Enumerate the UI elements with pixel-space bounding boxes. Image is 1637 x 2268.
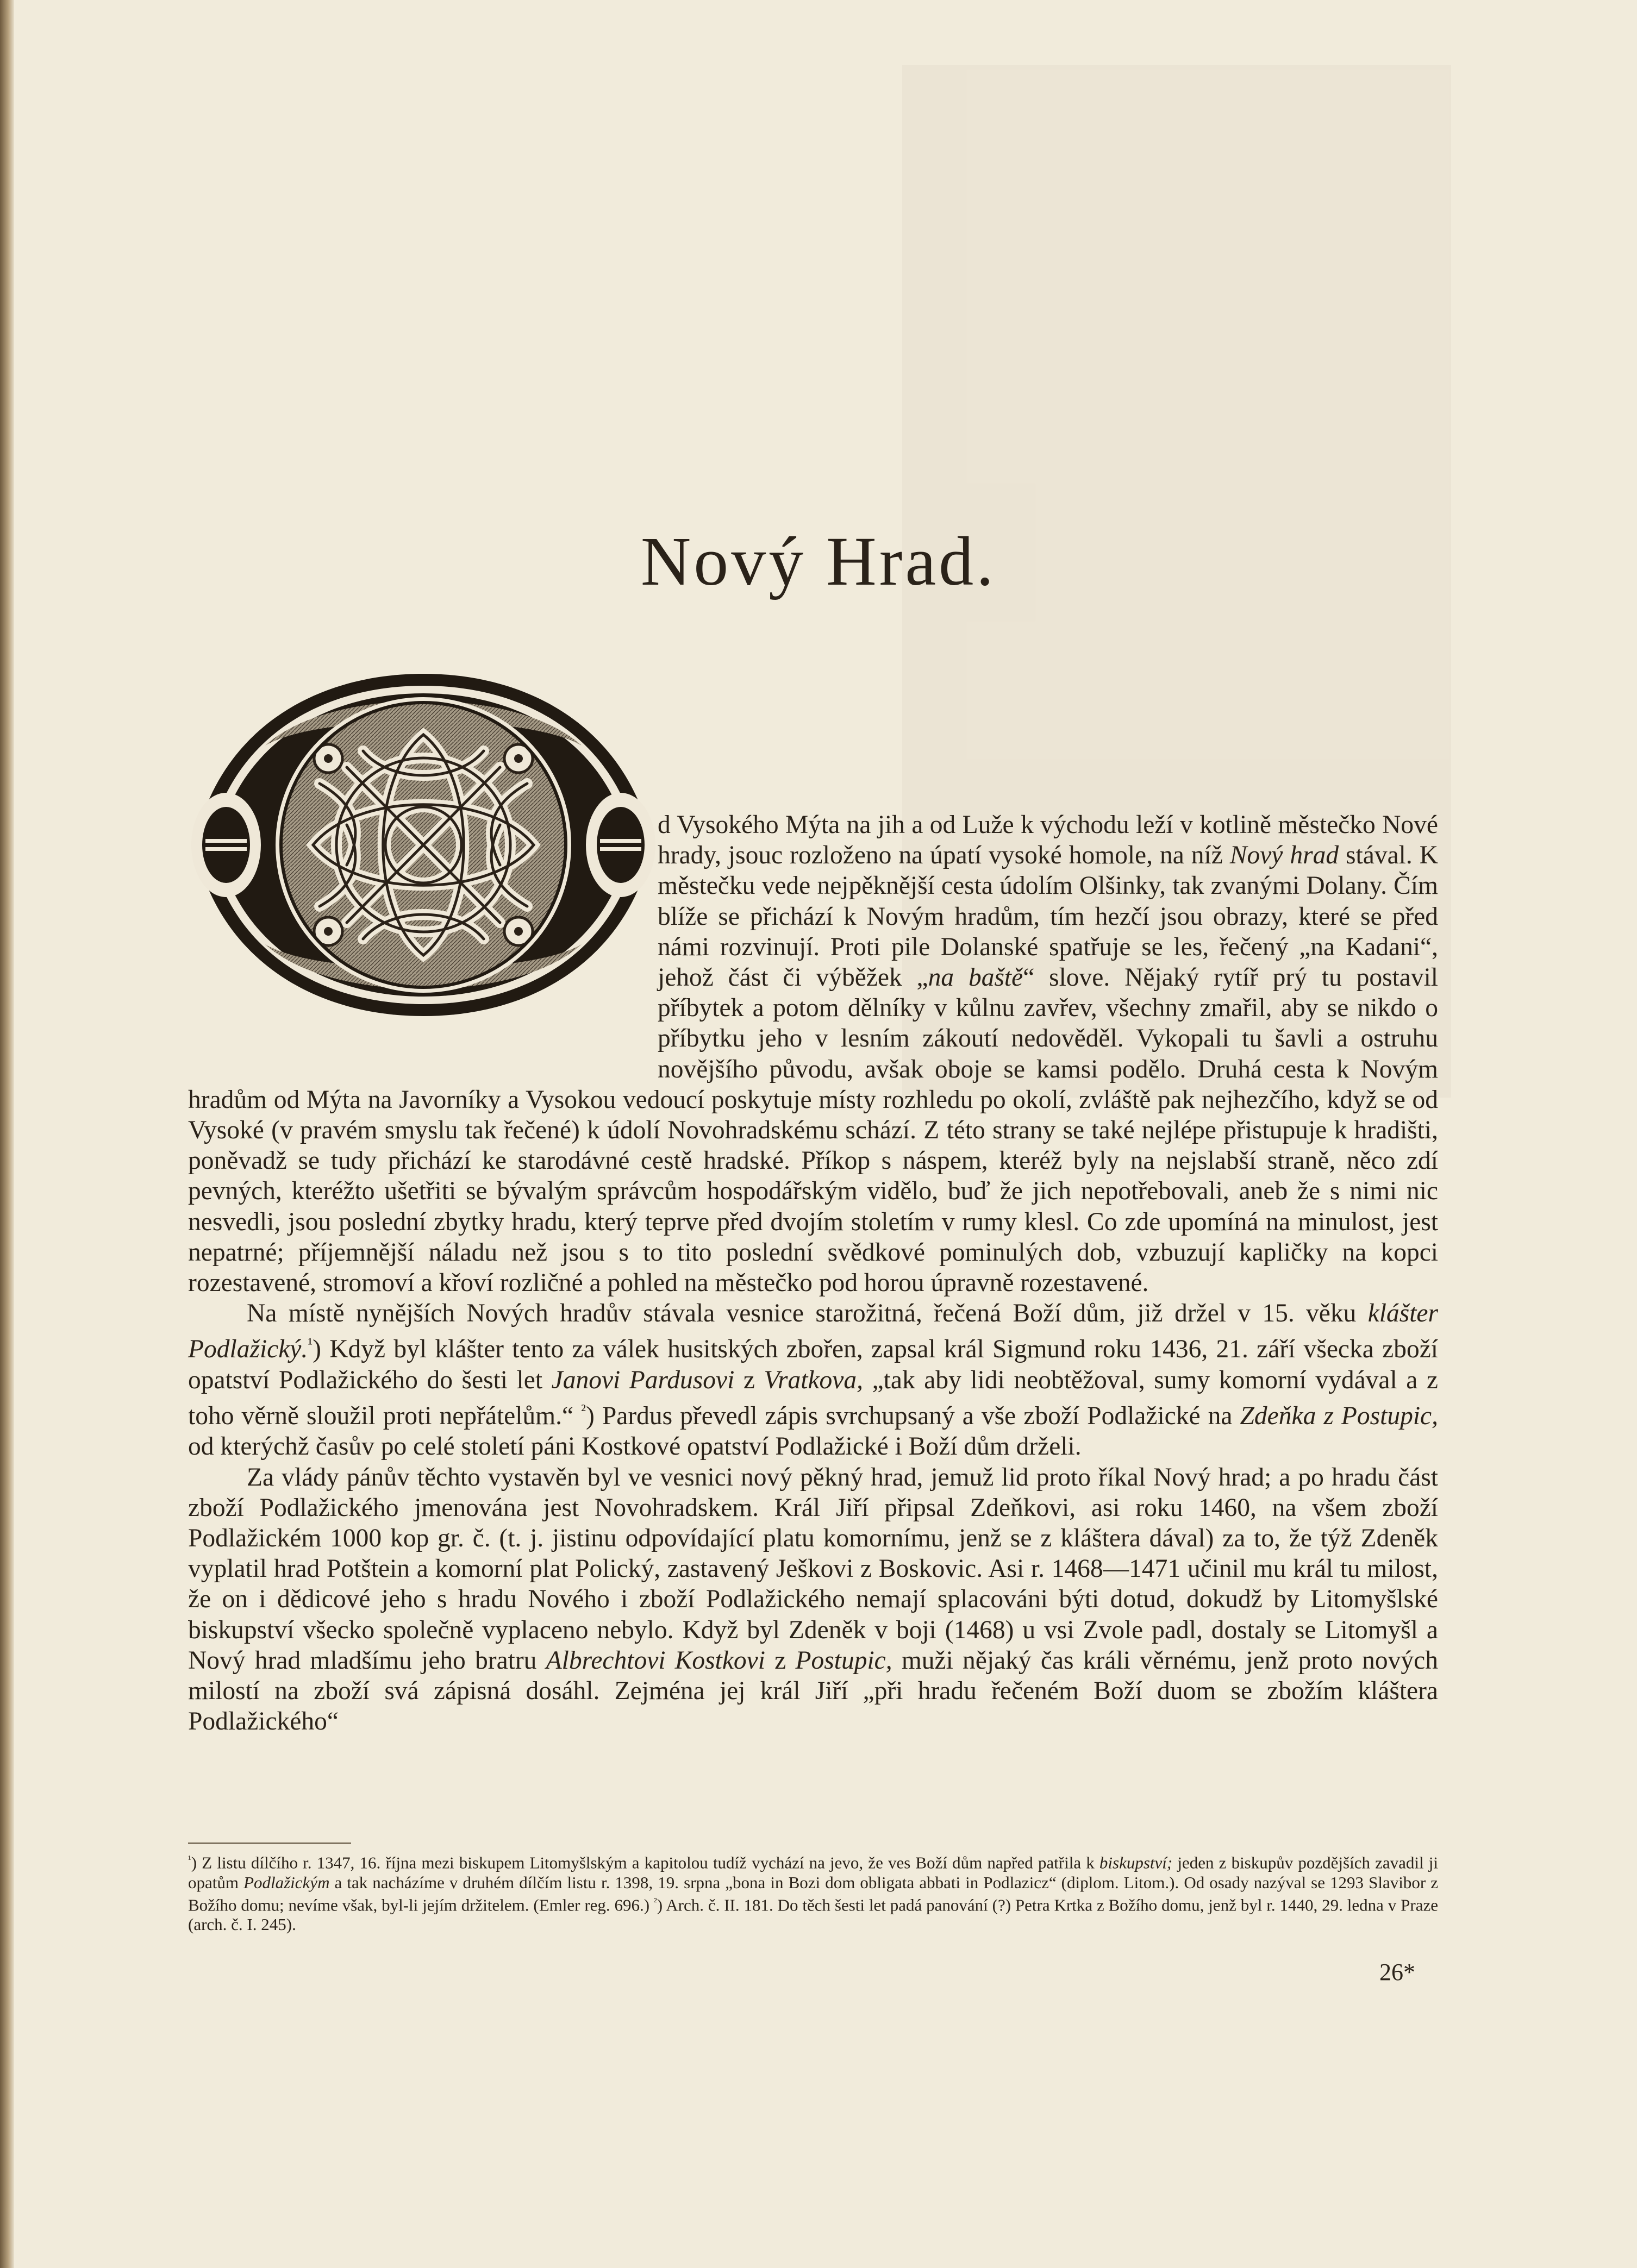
page-title: Nový Hrad.: [640, 523, 997, 600]
footnote-ref: ¹: [188, 1854, 191, 1865]
text-run: a tak nacházíme v druhém dílčím listu r. 1398, 19. srpna „bona in Bozi dom obligata abbati in Podlazicz“ (diplom. Litom.). Od osady nazýval se 1293 Slavibor z Božího domu; nevíme však, byl-li jejím držitelem. (Emler reg. 696.): [188, 1872, 1438, 1915]
italic-text: Podlažickým: [243, 1872, 330, 1892]
paragraph-2: [188, 1298, 1438, 1462]
footnote-ref: ¹: [308, 1335, 313, 1353]
text-run: z: [765, 1646, 796, 1675]
italic-text: Albrechtovi Kostkovi: [546, 1646, 765, 1675]
footnotes: [188, 1850, 1438, 1934]
initial-spacer: [188, 810, 658, 1054]
text-run: stával. K městečku vede nejpěknější cesta údolím Olšinky, tak zvanými Dolany. Čím blíže se přichází k Novým hradům, tím hezčí jsou obrazy, které se před námi rozvinují. Proti pile Dolanské spatřuje se les, řečený „na Kadani“, jehož část či výběžek „: [658, 841, 1439, 992]
footnote-rule: [188, 1843, 351, 1844]
text-run: od kterýchž časův po celé století páni Kostkové opatství Podlažické i Boží dům drželi.: [188, 1432, 1082, 1461]
footnote-ref: ²: [581, 1402, 586, 1420]
italic-text: Nový hrad: [1229, 841, 1339, 870]
italic-text: Postupic,: [795, 1646, 892, 1675]
page-binding-edge: [0, 0, 14, 2268]
paragraph-3: [188, 1462, 1438, 1737]
italic-text: klášter Podlažický.: [188, 1299, 1438, 1364]
text-run: d Vysokého Mýta na jih a od Luže k východu leží v kotlině městečko Nové hrady, jsouc rozloženo na úpatí vysoké homole, na níž: [658, 811, 1438, 870]
text-run: Na místě nynějších Nových hradův stávala vesnice starožitná, řečená Boží dům, již držel v 15. věku: [247, 1299, 1368, 1328]
text-run: z: [734, 1365, 764, 1394]
text-run: ) Z listu dílčího r. 1347, 16. října mezi biskupem Litomyšlským a kapitolou tudíž vychází na jevo, že ves Boží dům napřed patřila k: [191, 1853, 1099, 1872]
text-run: muži nějaký čas králi věrnému, jenž proto nových milostí na zboží svá zápisná dosáhl. Zejména jej král Jiří „při hradu řečeném Boží duom se zbožím kláštera Podlažického“: [188, 1646, 1438, 1736]
footnote-ref: ²: [654, 1896, 657, 1908]
text-run: ) Pardus převedl zápis svrchupsaný a vše zboží Podlažické na: [585, 1402, 1240, 1431]
text-run: “ slove. Nějaký rytíř prý tu postavil příbytek a potom dělníky v kůlnu zavřev, všechny zmařil, aby se nikdo o příbytku jeho v lesním zákoutí nedověděl. Vykopali tu šavli a ostruhu novějšího původu, avšak oboje se kamsi podělo. Druhá cesta k Novým hradům od Mýta na Javorníky a Vysokou vedoucí poskytuje místy rozhledu po okolí, zvláště pak nejhezčího, když se od Vysoké (v pravém smyslu tak řečené) k údolí Novohradskému schází. Z této strany se také nejlépe přistupuje k hradišti, poněvadž se tudy přichází ke starodávné cestě hradské. Příkop s náspem, kteréž byly na nejslabší straně, něco zdí pevných, kteréžto ušetřiti se bývalým správcům hospodářským vidělo, buď že jich nepotřebovali, aneb že s nimi nic nesvedli, jsou poslední zbytky hradu, který teprve před dvojím stoletím v rumy klesl. Co zde upomíná na minulost, jest nepatrné; příjemnější náladu než jsou s to tito poslední svědkové pominulých dob, vzbuzují kapličky na kopci rozestavené, stromoví a křoví rozličné a pohled na městečko pod horou úpravně rozestavené.: [188, 963, 1439, 1298]
text-run: „tak aby lidi neobtěžoval, sumy komorní vydával a z toho věrně sloužil proti nepřátelům.“: [188, 1365, 1438, 1431]
text-run: ) Když byl klášter tento za válek husitských zbořen, zapsal král Sigmund roku 1436, 21. září všecka zboží opatství Podlažického do šesti let: [188, 1335, 1438, 1394]
text-run: jeden z biskupův pozdějších zavadil ji opatům: [188, 1853, 1438, 1892]
italic-text: Zdeňka z Postupic,: [1240, 1402, 1439, 1431]
article-body: [188, 810, 1438, 1737]
italic-text: na baště: [928, 963, 1023, 992]
italic-text: biskupství;: [1099, 1853, 1173, 1872]
italic-text: Janovi Pardusovi: [551, 1365, 735, 1394]
text-run: Za vlády pánův těchto vystavěn byl ve vesnici nový pěkný hrad, jemuž lid proto říkal Nový hrad; a po hradu část zboží Podlažického jmenována jest Novohradskem. Král Jiří připsal Zdeňkovi, asi roku 1460, na všem zboží Podlažickém 1000 kop gr. č. (t. j. jistinu odpovídající platu komornímu, jenž se z kláštera dával) za to, že týž Zdeněk vyplatil hrad Potštein a komorní plat Polický, zastavený Ješkovi z Boskovic. Asi r. 1468—1471 učinil mu král tu milost, že on i dědicové jeho s hradu Nového i zboží Podlažického nemají splacováni býti dotud, dokudž by Litomyšlské biskupství všecko společně vyplaceno nebylo. Když byl Zdeněk v boji (1468) u vsi Zvole padl, dostaly se Litomyšl a Nový hrad mladšímu jeho bratru: [188, 1463, 1438, 1675]
signature-mark: 26*: [1379, 1959, 1415, 1985]
italic-text: Vratkova,: [764, 1365, 864, 1394]
text-run: ) Arch. č. II. 181. Do těch šesti let padá panování (?) Petra Krtka z Božího domu, jenž byl r. 1440, 29. ledna v Praze (arch. č. I. 245).: [188, 1895, 1438, 1934]
